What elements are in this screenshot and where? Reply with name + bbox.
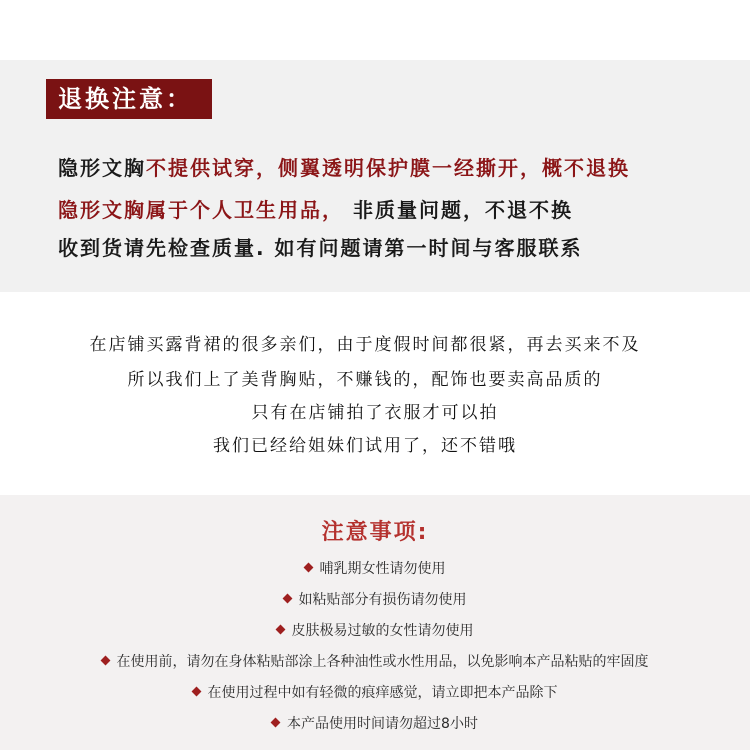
note-text: 本产品使用时间请勿超过8小时 xyxy=(287,716,478,732)
note-item xyxy=(0,682,750,702)
return-line-1-part-2: 不提供试穿，侧翼透明保护膜一经撕开，概不退换 xyxy=(146,156,630,180)
return-line-3-part-1: 收到货请先检查质量. 如有问题请第一时间与客服联系 xyxy=(58,236,583,260)
note-text: 皮肤极易过敏的女性请勿使用 xyxy=(291,623,474,639)
note-text: 在使用前，请勿在身体粘贴部涂上各种油性或水性用品，以免影响本产品粘贴的牢固度 xyxy=(116,654,649,670)
diamond-bullet-icon xyxy=(275,624,285,634)
story-line-2: 所以我们上了美背胸贴，不赚钱的，配饰也要卖高品质的 xyxy=(127,370,603,390)
notes-section xyxy=(0,495,750,750)
return-line-1-part-1: 隐形文胸 xyxy=(58,156,146,180)
note-item xyxy=(0,589,750,609)
note-item xyxy=(0,558,750,578)
diamond-bullet-icon xyxy=(100,655,110,665)
diamond-bullet-icon xyxy=(282,593,292,603)
return-notice-line-2 xyxy=(58,194,573,223)
return-line-2-part-2: 非质量问题，不退不换 xyxy=(344,198,573,222)
return-notice-title: 退换注意： xyxy=(46,79,212,119)
note-text: 在使用过程中如有轻微的痕痒感觉，请立即把本产品除下 xyxy=(207,685,558,701)
return-line-2-part-1: 隐形文胸属于个人卫生用品， xyxy=(58,198,344,222)
story-line-1: 在店铺买露背裙的很多亲们，由于度假时间都很紧，再去买来不及 xyxy=(89,335,641,355)
note-item xyxy=(0,713,750,733)
diamond-bullet-icon xyxy=(271,717,281,727)
story-line-3: 只有在店铺拍了衣服才可以拍 xyxy=(251,403,499,423)
story-line-4: 我们已经给姐妹们试用了，还不错哦 xyxy=(213,436,517,456)
top-spacer xyxy=(0,0,750,60)
return-notice-section xyxy=(0,60,750,292)
notes-title: 注意事项: xyxy=(321,520,429,545)
note-item xyxy=(0,620,750,640)
story-section xyxy=(0,292,750,495)
diamond-bullet-icon xyxy=(191,686,201,696)
return-notice-line-1 xyxy=(58,152,630,181)
note-text: 如粘贴部分有损伤请勿使用 xyxy=(298,592,467,608)
note-text: 哺乳期女性请勿使用 xyxy=(319,561,446,577)
return-notice-line-3 xyxy=(58,232,583,261)
diamond-bullet-icon xyxy=(303,562,313,572)
note-item xyxy=(0,651,750,671)
